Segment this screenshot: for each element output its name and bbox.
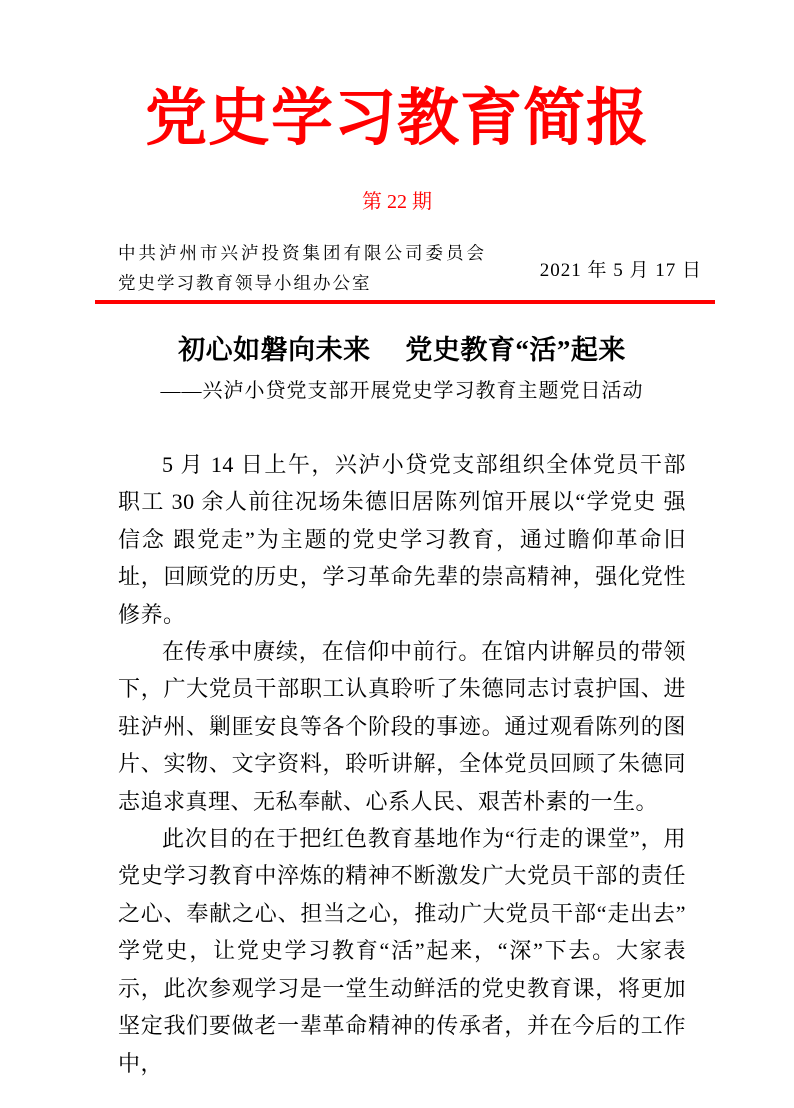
issuing-organization bbox=[118, 238, 487, 298]
issue-date: 2021 年 5 月 17 日 bbox=[539, 259, 702, 281]
org-line-1: 中共泸州市兴泸投资集团有限公司委员会 bbox=[118, 243, 487, 263]
org-line-2: 党史学习教育领导小组办公室 bbox=[118, 273, 372, 293]
article-paragraph-3: 此次目的在于把红色教育基地作为“行走的课堂”，用党史学习教育中淬炼的精神不断激发广大党员干部的责任之心、奉献之心、担当之心，推动广大党员干部“走出去”学党史，让党史学习教育“活”起来，“深”下去。大家表示，此次参观学习是一堂生动鲜活的党史教育课，将更加坚定我们要做老一辈革命精神的传承者，并在今后的工作中， bbox=[118, 826, 686, 1076]
article-paragraph-2: 在传承中赓续，在信仰中前行。在馆内讲解员的带领下，广大党员干部职工认真聆听了朱德同志讨袁护国、进驻泸州、剿匪安良等各个阶段的事迹。通过观看陈列的图片、实物、文字资料，聆听讲解，全体党员回顾了朱德同志追求真理、无私奉献、心系人民、艰苦朴素的一生。 bbox=[118, 639, 686, 814]
red-divider bbox=[95, 300, 715, 304]
issue-number: 第 22 期 bbox=[362, 191, 432, 213]
article-headline: 初心如磐向未来 党史教育“活”起来 bbox=[178, 335, 626, 365]
masthead bbox=[0, 0, 794, 304]
article-body bbox=[118, 446, 686, 1082]
article-subtitle: ——兴泸小贷党支部开展党史学习教育主题党日活动 bbox=[160, 380, 644, 402]
article-paragraph-1: 5 月 14 日上午，兴泸小贷党支部组织全体党员干部职工 30 余人前往况场朱德旧居陈列馆开展以“学党史 强信念 跟党走”为主题的党史学习教育，通过瞻仰革命旧址，回顾党的历史，学习革命先辈的崇高精神，强化党性修养。 bbox=[118, 452, 686, 627]
article bbox=[0, 334, 794, 1082]
issuer-row bbox=[118, 238, 702, 298]
bulletin-title: 党史学习教育简报 bbox=[144, 85, 649, 153]
